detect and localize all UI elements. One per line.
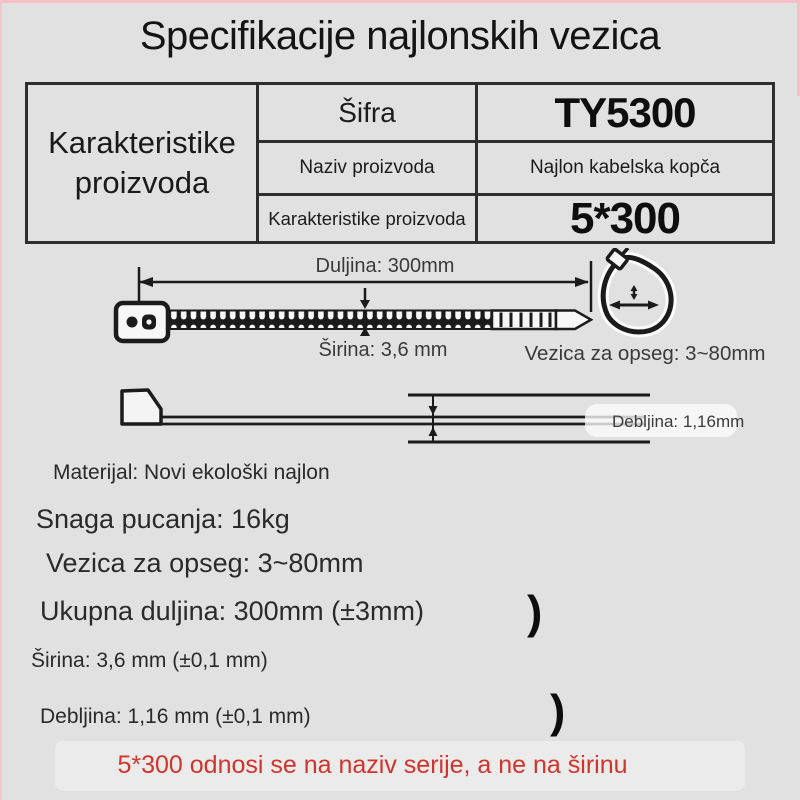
spec-total-length: Ukupna duljina: 300mm (±3mm) — [40, 596, 424, 626]
series-note: 5*300 odnosi se na naziv serije, a ne na širinu — [117, 751, 628, 779]
table-value-karakteristike: 5*300 — [478, 196, 772, 241]
loop-range-label: Vezica za opseg: 3~80mm — [524, 342, 766, 365]
paren-glyph-2: ) — [550, 685, 566, 737]
spec-width: Širina: 3,6 mm (±0,1 mm) — [31, 649, 268, 672]
table-label-karakteristike: Karakteristike proizvoda — [259, 196, 475, 241]
table-label-sifra: Šifra — [259, 85, 475, 140]
spec-table — [25, 82, 775, 244]
table-value-naziv: Najlon kabelska kopča — [478, 143, 772, 193]
table-label-naziv: Naziv proizvoda — [259, 143, 475, 193]
arrow-left-icon — [139, 277, 153, 287]
frame-edge-top — [0, 0, 800, 3]
arrow-right-icon — [575, 277, 589, 287]
looped-tie-drawing — [603, 248, 671, 332]
spec-bundle-range: Vezica za opseg: 3~80mm — [46, 548, 364, 578]
length-dimension-label: Duljina: 300mm — [315, 255, 455, 277]
width-dimension-label: Širina: 3,6 mm — [318, 339, 448, 361]
page-title: Specifikacije najlonskih vezica — [139, 14, 661, 58]
paren-glyph-1: ) — [527, 586, 543, 638]
table-row-header: Karakteristike proizvoda — [28, 85, 256, 241]
spec-material: Materijal: Novi ekološki najlon — [53, 461, 330, 484]
table-value-sifra: TY5300 — [478, 85, 772, 140]
thickness-dimension-label: Debljina: 1,16mm — [612, 412, 745, 431]
spec-breaking-strength: Snaga pucanja: 16kg — [36, 504, 290, 534]
spec-thickness: Debljina: 1,16 mm (±0,1 mm) — [40, 705, 311, 728]
arrow-down-icon — [360, 300, 370, 309]
cable-tie-diagram — [0, 248, 800, 473]
cable-tie-top-view — [116, 303, 591, 341]
